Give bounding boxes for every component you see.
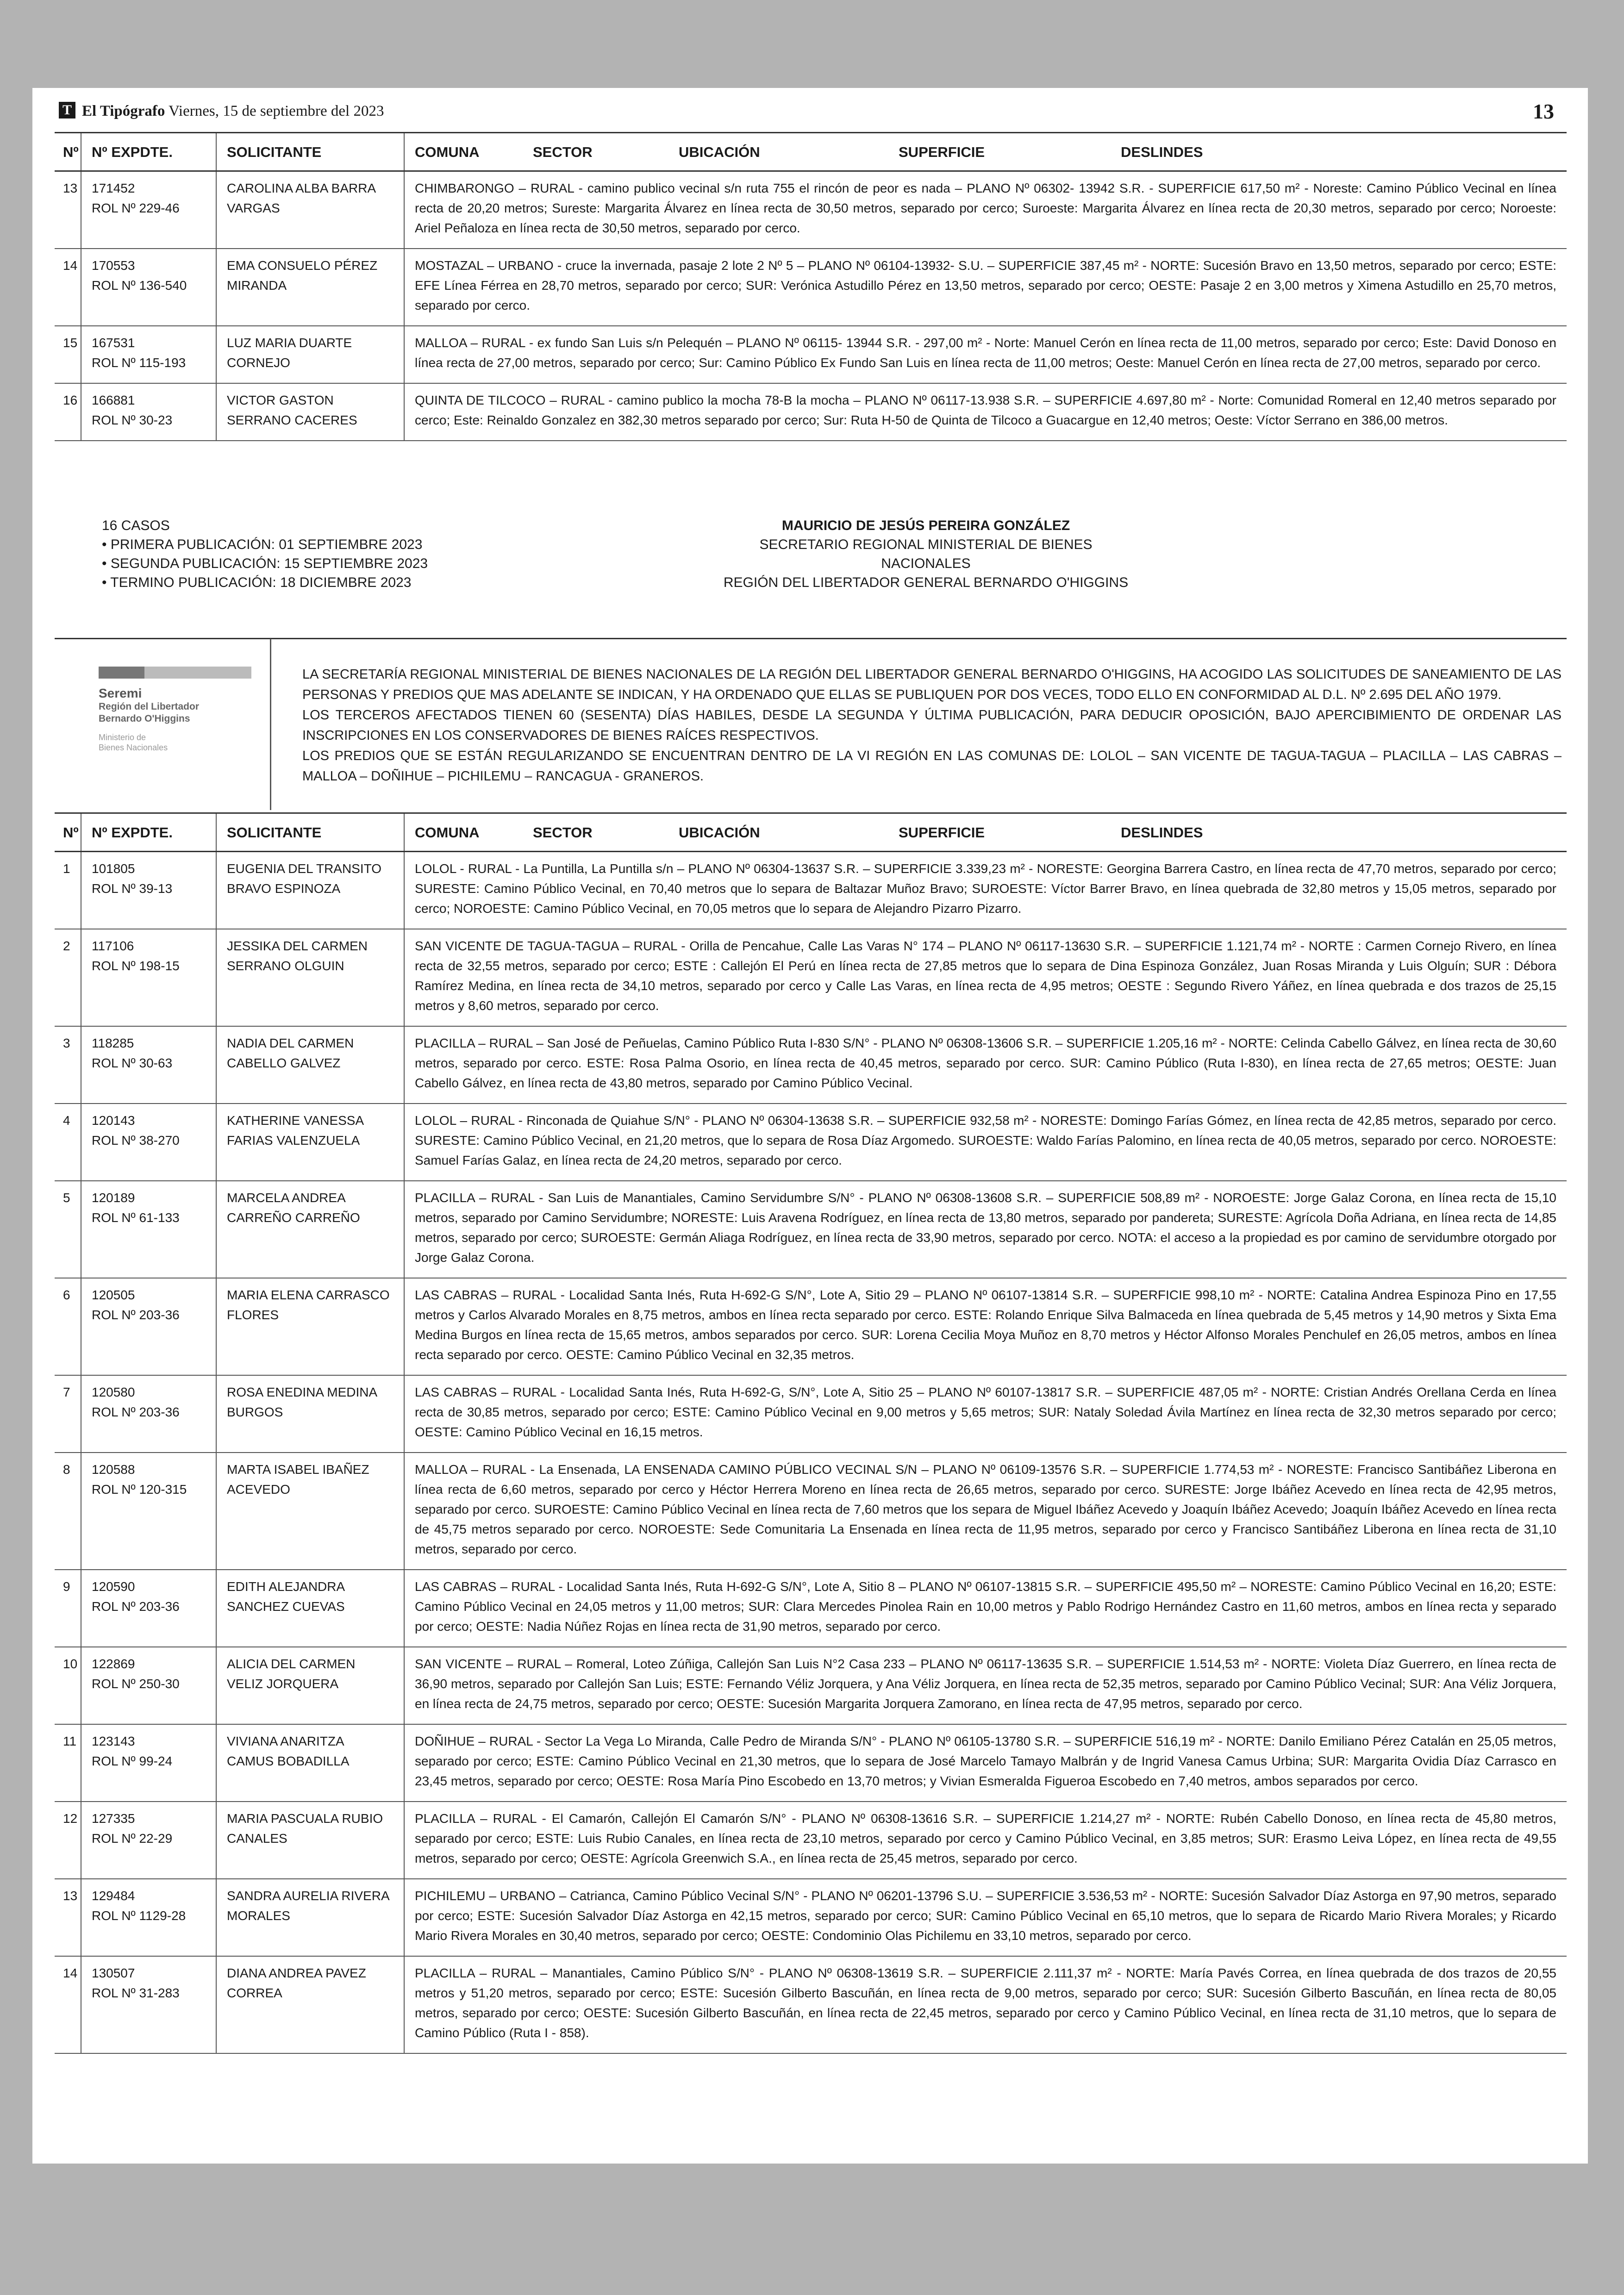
notice-paragraph-1: LA SECRETARÍA REGIONAL MINISTERIAL DE BIENES NACIONALES DE LA REGIÓN DEL LIBERTADOR GENERAL BERNARDO O'HIGGINS, HA ACOGIDO LAS SOLICITUDES DE SANEAMIENTO DE LAS PERSONAS Y PREDIOS QUE MAS ADELANTE SE INDICAN, Y HA ORDENADO QUE ELLAS SE PUBLIQUEN POR DOS VECES, TODO ELLO EN CONFORMIDAD AL D.L. Nº 2.695 DEL AÑO 1979. — [302, 667, 1562, 702]
cell-expediente — [81, 1104, 216, 1181]
property-description: QUINTA DE TILCOCO – RURAL - camino publico la mocha 78-B la mocha – PLANO Nº 06117-13.938 S.R. – SUPERFICIE 4.697,80 m² - Norte: Comunidad Romeral en 12,40 metros separado por cerco; Este: Reinaldo Gonzalez en 382,30 metros separado por cerco; Sur: Ruta H-50 de Quinta de Tilcoco a Guacargue en 12,40 metros; Oeste: Víctor Serrano en 386,00 metros. — [415, 393, 1556, 427]
case-number: 12 — [63, 1811, 78, 1826]
applicant-name: ROSA ENEDINA MEDINA BURGOS — [227, 1385, 377, 1419]
col-header-solicitante: SOLICITANTE — [216, 133, 404, 171]
table-header-row — [55, 133, 1567, 171]
applicant-name: VIVIANA ANARITZA CAMUS BOBADILLA — [227, 1734, 350, 1768]
cell-solicitante — [216, 249, 404, 326]
cell-expediente — [81, 1375, 216, 1453]
cell-expediente — [81, 1956, 216, 2053]
first-publication: • PRIMERA PUBLICACIÓN: 01 SEPTIEMBRE 2023 — [102, 537, 423, 552]
col-header-ubicacion: UBICACIÓN — [679, 143, 760, 160]
applicant-name: JESSIKA DEL CARMEN SERRANO OLGUIN — [227, 939, 368, 973]
property-description: PLACILLA – RURAL - San Luis de Manantiales, Camino Servidumbre S/N° - PLANO Nº 06308-13608 S.R. – SUPERFICIE 508,89 m² - NOROESTE: Jorge Galaz Corona, en línea recta de 15,10 metros, separado por Camino Servidumbre; NORESTE: Luis Aravena Rodríguez, en línea recta de 13,80 metros, separado por pandereta; SURESTE: Agrícola Doña Adriana, en línea recta de 14,85 metros, separado por cerco; SUROESTE: Germán Aliaga Rodríguez, en línea recta de 33,90 metros, separado por cerco. NOTA: el acceso a la propiedad es por camino de servidumbre otorgado por Jorge Galaz Corona. — [415, 1191, 1556, 1265]
signatory-title: SECRETARIO REGIONAL MINISTERIAL DE BIENES NACIONALES — [759, 537, 1093, 571]
seremi-logo — [99, 667, 256, 753]
table-row — [55, 1647, 1567, 1724]
cell-solicitante — [216, 1647, 404, 1724]
table-row — [55, 1724, 1567, 1802]
applicant-name: LUZ MARIA DUARTE CORNEJO — [227, 336, 352, 370]
col-header-group — [404, 813, 1567, 852]
applicant-name: VICTOR GASTON SERRANO CACERES — [227, 393, 357, 427]
cell-number — [55, 326, 81, 383]
cell-deslindes — [404, 1956, 1567, 2053]
applicant-name: EDITH ALEJANDRA SANCHEZ CUEVAS — [227, 1579, 345, 1614]
col-header-sector: SECTOR — [533, 824, 593, 841]
expediente-number: 167531 — [92, 336, 135, 350]
case-number: 6 — [63, 1288, 70, 1302]
expediente-number: 118285 — [92, 1036, 134, 1050]
cell-number — [55, 1181, 81, 1278]
cell-solicitante — [216, 1104, 404, 1181]
table-row — [55, 1453, 1567, 1570]
second-publication: • SEGUNDA PUBLICACIÓN: 15 SEPTIEMBRE 2023 — [102, 556, 428, 571]
table-row — [55, 1104, 1567, 1181]
property-description: MALLOA – RURAL - ex fundo San Luis s/n Pelequén – PLANO Nº 06115- 13944 S.R. - 297,00 m² - Norte: Manuel Cerón en línea recta de 11,00 metros, separado por cerco; Este: David Donoso en línea recta de 27,00 metros, separado por cerco; Sur: Camino Público Ex Fundo San Luis en línea recta de 11,00 metros; Oeste: Manuel Cerón en línea recta de 27,00 metros, separado por cerco. — [415, 336, 1556, 370]
expediente-number: 166881 — [92, 393, 135, 407]
property-description: PICHILEMU – URBANO – Catrianca, Camino Público Vecinal S/N° - PLANO Nº 06201-13796 S.U. – SUPERFICIE 3.536,53 m² - NORTE: Sucesión Salvador Díaz Astorga en 97,90 metros, separado por cerco; ESTE: Sucesión Salvador Díaz Astorga en 42,15 metros, separado por cerco; SUR: Camino Público Vecinal en 65,10 metros, que lo separa de Ricardo Mario Rivera Morales; y Ricardo Mario Rivera Morales en 30,40 metros, separado por cerco; OESTE: Condominio Olas Pichilemu en 33,10 metros, separado por cerco. — [415, 1889, 1556, 1943]
rol-number: ROL Nº 198-15 — [92, 959, 180, 973]
property-description: LAS CABRAS – RURAL - Localidad Santa Inés, Ruta H-692-G, S/N°, Lote A, Sitio 25 – PLANO Nº 60107-13817 S.R. – SUPERFICIE 487,05 m² - NORTE: Cristian Andrés Orellana Cerda en línea recta de 30,85 metros, separado por cerco; ESTE: Camino Público Vecinal en 9,00 metros y 5,65 metros; SUR: Nataly Soledad Ávila Martínez en línea recta de 32,30 metros separado por cerco; OESTE: Camino Público Vecinal en 16,15 metros. — [415, 1385, 1556, 1439]
col-header-deslindes: DESLINDES — [1121, 143, 1203, 160]
cell-number — [55, 1104, 81, 1181]
cell-number — [55, 1724, 81, 1802]
seremi-region-1: Región del Libertador — [99, 701, 200, 712]
table-row — [55, 1181, 1567, 1278]
cell-number — [55, 1956, 81, 2053]
cell-solicitante — [216, 383, 404, 441]
notice-paragraph-3: LOS PREDIOS QUE SE ESTÁN REGULARIZANDO SE ENCUENTRAN DENTRO DE LA VI REGIÓN EN LAS COMUNAS DE: LOLOL – SAN VICENTE DE TAGUA-TAGUA – PLACILLA – LAS CABRAS – MALLOA – DOÑIHUE – PICHILEMU – RANCAGUA - GRANEROS. — [302, 748, 1562, 784]
cell-solicitante — [216, 1570, 404, 1647]
cell-expediente — [81, 171, 216, 249]
case-number: 14 — [63, 1966, 78, 1980]
rol-number: ROL Nº 136-540 — [92, 278, 187, 293]
applicant-name: CAROLINA ALBA BARRA VARGAS — [227, 181, 375, 215]
cell-expediente — [81, 383, 216, 441]
expediente-number: 130507 — [92, 1966, 135, 1980]
cell-deslindes — [404, 1181, 1567, 1278]
property-description: PLACILLA – RURAL – San José de Peñuelas, Camino Público Ruta I-830 S/N° - PLANO Nº 06308-13606 S.R. – SUPERFICIE 1.205,16 m² - NORTE: Celinda Cabello Gálvez, en línea recta de 30,60 metros, separado por cerco. ESTE: Rosa Palma Osorio, en línea recta de 40,45 metros, separado por cerco. SUR: Camino Público (Ruta I-830), en línea recta de 27,65 metros; OESTE: Juan Cabello Gálvez, en línea recta de 43,80 metros, separado por Camino Público Vecinal. — [415, 1036, 1556, 1090]
applicant-name: EMA CONSUELO PÉREZ MIRANDA — [227, 258, 378, 293]
case-number: 7 — [63, 1385, 70, 1399]
table-row — [55, 1802, 1567, 1879]
cell-expediente — [81, 1453, 216, 1570]
property-description: LOLOL - RURAL - La Puntilla, La Puntilla s/n – PLANO Nº 06304-13637 S.R. – SUPERFICIE 3.339,23 m² - NORESTE: Georgina Barrera Castro, en línea recta de 47,70 metros, separado por cerco; SURESTE: Camino Público Vecinal, en 70,40 metros que lo separa de Baltazar Muñoz Bravo; SUROESTE: Víctor Barrer Bravo, en línea quebrada de 32,80 metros y 15,05 metros, separado por cerco; NOROESTE: Camino Público Vecinal, en 70,05 metros que lo separa de Alejandro Pizarro Pizarro. — [415, 861, 1556, 916]
expediente-number: 120590 — [92, 1579, 135, 1594]
cell-deslindes — [404, 1802, 1567, 1879]
cell-number — [55, 383, 81, 441]
cell-deslindes — [404, 383, 1567, 441]
case-number: 1 — [63, 861, 70, 876]
cell-solicitante — [216, 852, 404, 929]
expediente-number: 127335 — [92, 1811, 135, 1826]
table-row — [55, 1375, 1567, 1453]
rol-number: ROL Nº 1129-28 — [92, 1908, 186, 1923]
cell-expediente — [81, 1570, 216, 1647]
property-description: MOSTAZAL – URBANO - cruce la invernada, pasaje 2 lote 2 Nº 5 – PLANO Nº 06104-13932- S.U. – SUPERFICIE 387,45 m² - NORTE: Sucesión Bravo en 13,50 metros, separado por cerco; ESTE: EFE Línea Férrea en 28,70 metros, separado por cerco; SUR: Verónica Astudillo Pérez en 13,50 metros, separado por cerco; OESTE: Pasaje 2 en 3,00 metros y Ximena Astudillo en 25,70 metros, separado por cerco. — [415, 258, 1556, 312]
applicant-name: MARIA PASCUALA RUBIO CANALES — [227, 1811, 383, 1846]
cell-expediente — [81, 1026, 216, 1104]
cases-table-2 — [55, 812, 1567, 2054]
case-number: 2 — [63, 939, 70, 953]
case-number: 10 — [63, 1657, 78, 1671]
cell-number — [55, 171, 81, 249]
expediente-number: 122869 — [92, 1657, 135, 1671]
case-number: 5 — [63, 1191, 70, 1205]
case-number: 11 — [63, 1734, 77, 1748]
masthead — [82, 102, 384, 120]
property-description: DOÑIHUE – RURAL - Sector La Vega Lo Miranda, Calle Pedro de Miranda S/N° - PLANO Nº 06105-13780 S.R. – SUPERFICIE 516,19 m² - NORTE: Danilo Emiliano Pérez Catalán en 25,05 metros, separado por cerco; ESTE: Camino Público Vecinal en 21,30 metros, que lo separa de José Marcelo Tamayo Malbrán y de Ingrid Vanesa Camus Urbina; SUR: Margarita Ovidia Díaz Carrasco en 23,45 metros, separado por cerco; OESTE: Rosa María Pino Escobedo en 13,70 metros; y Vivian Esmeralda Figueroa Escobedo en 7,40 metros, ambos separados por cerco. — [415, 1734, 1556, 1788]
cell-number — [55, 1026, 81, 1104]
rol-number: ROL Nº 203-36 — [92, 1405, 180, 1419]
applicant-name: MARIA ELENA CARRASCO FLORES — [227, 1288, 390, 1322]
cell-deslindes — [404, 1026, 1567, 1104]
cell-solicitante — [216, 1724, 404, 1802]
cell-number — [55, 1453, 81, 1570]
table-row — [55, 852, 1567, 929]
table-row — [55, 1956, 1567, 2053]
cell-number — [55, 1879, 81, 1956]
signature-block — [718, 516, 1134, 592]
property-description: PLACILLA – RURAL – Manantiales, Camino Público S/N° - PLANO Nº 06308-13619 S.R. – SUPERFICIE 2.111,37 m² - NORTE: María Pavés Correa, en línea quebrada de dos trazos de 20,55 metros y 51,20 metros, separado por cerco; ESTE: Sucesión Gilberto Bascuñán, en línea recta de 9,00 metros, separado por cerco; SUR: Sucesión Gilberto Bascuñán, en línea recta de 80,05 metros, separado por cerco; OESTE: Sucesión Gilberto Bascuñán, en línea recta de 22,45 metros, separado por cerco y Camino Público Vecinal, en línea recta de 31,10 metros, que lo separa de Camino Público (Ruta I - 858). — [415, 1966, 1556, 2040]
cell-number — [55, 249, 81, 326]
cell-number — [55, 929, 81, 1026]
expediente-number: 120588 — [92, 1462, 135, 1477]
cell-deslindes — [404, 1879, 1567, 1956]
col-header-n: Nº — [55, 813, 81, 852]
cell-solicitante — [216, 1026, 404, 1104]
cell-deslindes — [404, 929, 1567, 1026]
page-header — [59, 96, 1554, 124]
cell-solicitante — [216, 1802, 404, 1879]
case-number: 4 — [63, 1113, 70, 1128]
applicant-name: DIANA ANDREA PAVEZ CORREA — [227, 1966, 366, 2000]
rol-number: ROL Nº 99-24 — [92, 1754, 173, 1768]
rol-number: ROL Nº 115-193 — [92, 355, 186, 370]
property-description: PLACILLA – RURAL - El Camarón, Callejón El Camarón S/N° - PLANO Nº 06308-13616 S.R. – SUPERFICIE 1.214,27 m² - NORTE: Rubén Cabello Donoso, en línea recta de 45,80 metros, separado por cerco; ESTE: Luis Rubio Canales, en línea recta de 23,10 metros, separado por cerco y Camino Público Vecinal, en 3,85 metros; SUR: Erasmo Leiva López, en línea recta de 49,55 metros, separado por cerco; OESTE: Agrícola Greenwich S.A., en línea recta de 25,45 metros, separado por cerco. — [415, 1811, 1556, 1865]
cases-table-1 — [55, 132, 1567, 441]
cell-solicitante — [216, 1278, 404, 1375]
cell-expediente — [81, 852, 216, 929]
table-row — [55, 326, 1567, 383]
table-row — [55, 249, 1567, 326]
notice-text — [302, 664, 1562, 786]
cell-deslindes — [404, 1724, 1567, 1802]
cell-number — [55, 1570, 81, 1647]
cell-number — [55, 1802, 81, 1879]
end-publication: • TERMINO PUBLICACIÓN: 18 DICIEMBRE 2023 — [102, 575, 412, 590]
rol-number: ROL Nº 38-270 — [92, 1133, 180, 1148]
notice-divider — [270, 639, 271, 810]
page-number: 13 — [1533, 100, 1554, 123]
col-header-sector: SECTOR — [533, 143, 593, 160]
property-description: LOLOL – RURAL - Rinconada de Quiahue S/N° - PLANO Nº 06304-13638 S.R. – SUPERFICIE 932,58 m² - NORESTE: Domingo Farías Gómez, en línea recta de 42,85 metros, separado por cerco. SURESTE: Camino Público Vecinal, en 21,20 metros, que lo separa de Rosa Díaz Argomedo. SUROESTE: Waldo Farías Palomino, en línea recta de 40,05 metros, separado por cerco. NOROESTE: Samuel Farías Galaz, en línea recta de 24,20 metros, separado por cerco. — [415, 1113, 1556, 1167]
applicant-name: NADIA DEL CARMEN CABELLO GALVEZ — [227, 1036, 354, 1070]
property-description: LAS CABRAS – RURAL - Localidad Santa Inés, Ruta H-692-G S/N°, Lote A, Sitio 29 – PLANO Nº 06107-13814 S.R. – SUPERFICIE 998,10 m² - NORTE: Catalina Andrea Espinoza Pino en 17,55 metros y Carlos Alvarado Morales en 8,75 metros, ambos en línea recta separado por cerco. ESTE: Rolando Enrique Silva Balmaceda en línea quebrada de 5,45 metros y 14,90 metros y Sixta Ema Medina Burgos en línea recta de 15,65 metros, ambos separados por cerco. SUR: Lorena Cecilia Moya Muñoz en 8,70 metros y Héctor Alfonso Morales Penchulef en 26,05 metros, ambos en línea recta separado por cerco. OESTE: Camino Público Vecinal en 32,35 metros. — [415, 1288, 1556, 1362]
seremi-region-2: Bernardo O'Higgins — [99, 713, 190, 724]
expediente-number: 120189 — [92, 1191, 135, 1205]
publication-name: El Tipógrafo — [82, 103, 165, 119]
notice-block — [55, 639, 1567, 810]
col-header-comuna: COMUNA — [415, 824, 480, 841]
cell-number — [55, 1375, 81, 1453]
cell-solicitante — [216, 929, 404, 1026]
cell-number — [55, 1647, 81, 1724]
case-number: 13 — [63, 181, 78, 195]
newspaper-page — [32, 88, 1588, 2164]
cases-count: 16 CASOS — [102, 518, 170, 533]
expediente-number: 120505 — [92, 1288, 135, 1302]
cell-deslindes — [404, 1453, 1567, 1570]
cell-expediente — [81, 326, 216, 383]
publication-summary — [102, 516, 428, 592]
cell-deslindes — [404, 1647, 1567, 1724]
rol-number: ROL Nº 31-283 — [92, 1986, 180, 2000]
cell-deslindes — [404, 326, 1567, 383]
cell-solicitante — [216, 1879, 404, 1956]
cell-solicitante — [216, 326, 404, 383]
cell-number — [55, 852, 81, 929]
case-number: 15 — [63, 336, 78, 350]
expediente-number: 123143 — [92, 1734, 135, 1748]
cell-solicitante — [216, 1181, 404, 1278]
case-number: 9 — [63, 1579, 70, 1594]
seremi-ministry-2: Bienes Nacionales — [99, 743, 168, 752]
expediente-number: 120143 — [92, 1113, 135, 1128]
signatory-region: REGIÓN DEL LIBERTADOR GENERAL BERNARDO O'HIGGINS — [723, 575, 1129, 590]
applicant-name: ALICIA DEL CARMEN VELIZ JORQUERA — [227, 1657, 356, 1691]
publication-date: Viernes, 15 de septiembre del 2023 — [169, 103, 384, 119]
cell-expediente — [81, 929, 216, 1026]
rol-number: ROL Nº 120-315 — [92, 1482, 187, 1497]
rol-number: ROL Nº 30-63 — [92, 1056, 173, 1070]
col-header-group — [404, 133, 1567, 171]
seremi-title: Seremi — [99, 686, 142, 700]
cell-deslindes — [404, 1375, 1567, 1453]
table-row — [55, 171, 1567, 249]
property-description: SAN VICENTE DE TAGUA-TAGUA – RURAL - Orilla de Pencahue, Calle Las Varas N° 174 – PLANO Nº 06117-13630 S.R. – SUPERFICIE 1.121,74 m² - NORTE : Carmen Cornejo Rivero, en línea recta de 32,55 metros, separado por cerco; ESTE : Callejón El Perú en línea recta de 27,85 metros que lo separa de Dina Espinoza González, Juan Rosas Miranda y Luis Olguín; SUR : Débora Ramírez Medina, en línea recta de 34,10 metros, separado por cerco y Calle Las Varas, en línea recta de 4,95 metros; OESTE : Segundo Rivero Yáñez, en línea quebrada e dos trazos de 25,15 metros y 8,60 metros, separado por cerco. — [415, 939, 1556, 1013]
col-header-deslindes: DESLINDES — [1121, 824, 1203, 841]
applicant-name: EUGENIA DEL TRANSITO BRAVO ESPINOZA — [227, 861, 382, 896]
case-number: 14 — [63, 258, 78, 273]
col-header-comuna: COMUNA — [415, 143, 480, 160]
case-number: 16 — [63, 393, 78, 407]
seremi-ministry-1: Ministerio de — [99, 733, 146, 742]
cell-expediente — [81, 1724, 216, 1802]
expediente-number: 120580 — [92, 1385, 135, 1399]
applicant-name: KATHERINE VANESSA FARIAS VALENZUELA — [227, 1113, 363, 1148]
table-row — [55, 383, 1567, 441]
col-header-n: Nº — [55, 133, 81, 171]
property-description: MALLOA – RURAL - La Ensenada, LA ENSENADA CAMINO PÚBLICO VECINAL S/N – PLANO Nº 06109-13576 S.R. – SUPERFICIE 1.774,53 m² - NORESTE: Francisco Santibáñez Liberona en línea recta de 6,60 metros, separado por cerco y Héctor Herrera Moreno en línea recta de 26,65 metros, separado por cerco. SURESTE: Jorge Ibáñez Acevedo en línea recta de 42,95 metros, separado por cerco. SUROESTE: Camino Público Vecinal en línea recta de 7,60 metros que los separa de Miguel Ibáñez Acevedo y Joaquín Ibáñez Acevedo; Joaquín Ibáñez Acevedo en línea recta de 45,75 metros separado por cerco. NOROESTE: Sede Comunitaria La Ensenada en línea recta de 11,95 metros, separado por cerco y Francisco Santibáñez Liberona en línea recta de 31,10 metros, separado por cerco. — [415, 1462, 1556, 1556]
cell-solicitante — [216, 1956, 404, 2053]
table-row — [55, 1879, 1567, 1956]
table-header-row — [55, 813, 1567, 852]
cell-deslindes — [404, 1570, 1567, 1647]
cell-deslindes — [404, 852, 1567, 929]
case-number: 13 — [63, 1889, 78, 1903]
table-row — [55, 929, 1567, 1026]
col-header-expdte: Nº EXPDTE. — [81, 813, 216, 852]
col-header-solicitante: SOLICITANTE — [216, 813, 404, 852]
newspaper-logo-icon: T — [59, 102, 75, 118]
cell-expediente — [81, 1278, 216, 1375]
property-description: CHIMBARONGO – RURAL - camino publico vecinal s/n ruta 755 el rincón de peor es nada – PLANO Nº 06302- 13942 S.R. - SUPERFICIE 617,50 m² - Noreste: Camino Público Vecinal en línea recta de 20,20 metros; Sureste: Margarita Álvarez en línea recta de 30,50 metros, separado por cerco; Suroeste: Margarita Álvarez en línea recta de 20,30 metros, separado por cerco; Noroeste: Ariel Peñaloza en línea recta de 30,50 metros, separado por cerco. — [415, 181, 1556, 235]
cell-expediente — [81, 1879, 216, 1956]
cell-solicitante — [216, 171, 404, 249]
rol-number: ROL Nº 22-29 — [92, 1831, 173, 1846]
rol-number: ROL Nº 203-36 — [92, 1308, 180, 1322]
cell-expediente — [81, 249, 216, 326]
col-header-expdte: Nº EXPDTE. — [81, 133, 216, 171]
case-number: 3 — [63, 1036, 70, 1050]
signatory-name: MAURICIO DE JESÚS PEREIRA GONZÁLEZ — [781, 518, 1070, 533]
expediente-number: 171452 — [92, 181, 135, 195]
expediente-number: 101805 — [92, 861, 135, 876]
cell-expediente — [81, 1647, 216, 1724]
col-header-superficie: SUPERFICIE — [899, 143, 985, 160]
rol-number: ROL Nº 229-46 — [92, 201, 180, 215]
rol-number: ROL Nº 250-30 — [92, 1677, 180, 1691]
table-row — [55, 1026, 1567, 1104]
property-description: SAN VICENTE – RURAL – Romeral, Loteo Zúñiga, Callejón San Luis N°2 Casa 233 – PLANO Nº 06117-13635 S.R. – SUPERFICIE 1.514,53 m² - NORTE: Violeta Díaz Guerrero, en línea recta de 36,90 metros, separado por Callejón San Luis; ESTE: Fernando Véliz Jorquera, y Ana Véliz Jorquera, en línea recta de 52,35 metros, separado por Camino Público Vecinal; SUR: Ana Véliz Jorquera, en línea recta de 24,75 metros, separado por cerco; OESTE: Sucesión Margarita Jorquera Zamorano, en línea recta de 47,95 metros, separado por cerco. — [415, 1657, 1556, 1711]
expediente-number: 129484 — [92, 1889, 135, 1903]
expediente-number: 117106 — [92, 939, 134, 953]
notice-paragraph-2: LOS TERCEROS AFECTADOS TIENEN 60 (SESENTA) DÍAS HABILES, DESDE LA SEGUNDA Y ÚLTIMA PUBLICACIÓN, PARA DEDUCIR OPOSICIÓN, BAJO APERCIBIMIENTO DE ORDENAR LAS INSCRIPCIONES EN LOS CONSERVADORES DE BIENES RAÍCES RESPECTIVOS. — [302, 708, 1562, 743]
applicant-name: MARCELA ANDREA CARREÑO CARREÑO — [227, 1191, 360, 1225]
case-number: 8 — [63, 1462, 70, 1477]
table-row — [55, 1570, 1567, 1647]
rol-number: ROL Nº 30-23 — [92, 413, 173, 427]
seremi-flag-icon — [99, 667, 251, 679]
col-header-superficie: SUPERFICIE — [899, 824, 985, 841]
rol-number: ROL Nº 39-13 — [92, 881, 173, 896]
rol-number: ROL Nº 203-36 — [92, 1599, 180, 1614]
table-row — [55, 1278, 1567, 1375]
cell-deslindes — [404, 1104, 1567, 1181]
rol-number: ROL Nº 61-133 — [92, 1210, 180, 1225]
expediente-number: 170553 — [92, 258, 135, 273]
applicant-name: MARTA ISABEL IBAÑEZ ACEVEDO — [227, 1462, 369, 1497]
cell-solicitante — [216, 1453, 404, 1570]
cell-number — [55, 1278, 81, 1375]
cell-expediente — [81, 1802, 216, 1879]
cell-deslindes — [404, 171, 1567, 249]
cell-expediente — [81, 1181, 216, 1278]
cell-solicitante — [216, 1375, 404, 1453]
cell-deslindes — [404, 1278, 1567, 1375]
applicant-name: SANDRA AURELIA RIVERA MORALES — [227, 1889, 389, 1923]
col-header-ubicacion: UBICACIÓN — [679, 824, 760, 841]
cell-deslindes — [404, 249, 1567, 326]
property-description: LAS CABRAS – RURAL - Localidad Santa Inés, Ruta H-692-G S/N°, Lote A, Sitio 8 – PLANO Nº 06107-13815 S.R. – SUPERFICIE 495,50 m² – NORESTE: Camino Público Vecinal en 16,20; ESTE: Camino Público Vecinal en 24,05 metros y 11,00 metros; SUR: Clara Mercedes Pinolea Rain en 10,00 metros y Pablo Rodrigo Hernández Castro en 11,60 metros, ambos en línea recta y separado por cerco; OESTE: Nadia Núñez Rojas en línea recta de 31,90 metros, separado por cerco. — [415, 1579, 1556, 1634]
